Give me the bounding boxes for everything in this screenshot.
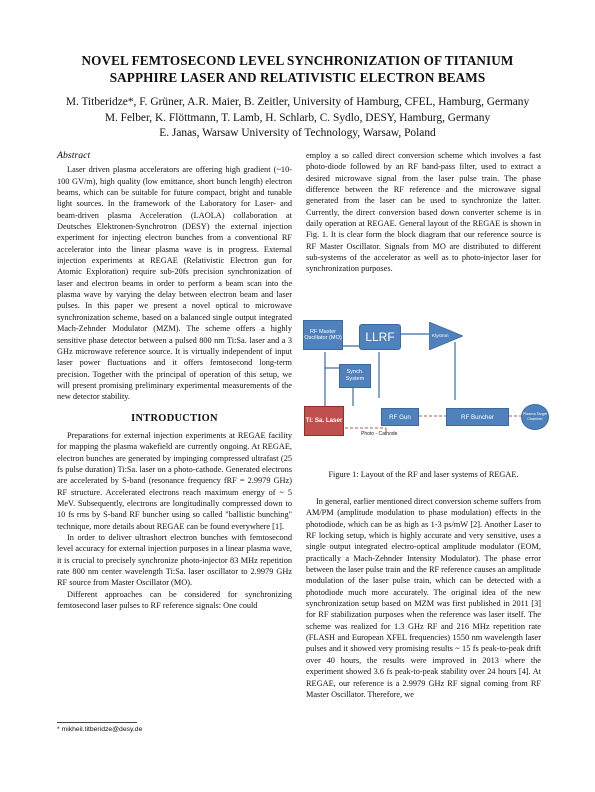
rf-gun-box — [381, 408, 419, 426]
intro-paragraph-3: Different approaches can be considered for synchronizing femtosecond laser pulses to RF reference signals: One could — [57, 589, 292, 611]
title-line-1: NOVEL FEMTOSECOND LEVEL SYNCHRONIZATION OF TITANIUM — [81, 53, 514, 68]
rf-buncher-box — [446, 408, 509, 426]
introduction-heading: INTRODUCTION — [131, 412, 218, 424]
mo-label: RF Master Oscillator (MO) — [304, 328, 342, 341]
plasma-label: Plasma Target Chamber — [522, 412, 548, 421]
figure-1-caption: Figure 1: Layout of the RF and laser systems of REGAE. — [328, 470, 519, 479]
left-column — [57, 150, 292, 611]
llrf-label: LLRF — [365, 330, 395, 344]
rf-buncher-label: RF Buncher — [460, 413, 494, 421]
ti-sa-laser-box — [304, 406, 344, 436]
photocathode-label: Photo - Cathode — [361, 431, 398, 437]
klystron-label: Klystron — [432, 332, 449, 338]
abstract-text: Laser driven plasma accelerators are offering high gradient (~10-100 GV/m), high quality (low emittance, short bunch length) electron beams, which can be suitable for future compact, bright and tunable light sources. In the framework of the Laboratory for Laser- and beam-driven plasma Acceleration (LAOLA) collaboration at Deutsches Elektronen-Synchrotron (DESY) the external injection experiment for injecting electron bunches from a conventional RF accelerator into the linear plasma wave is in progress. External injection experiments at REGAE (Relativistic Electron gun for Atomic Exploration) require sub-20fs precision synchronization of laser and electron beams in order to perform a beam scan into the plasma wave by varying the delay between electron beam and laser pulses. In this paper we present a novel optical to microwave synchronization scheme, based on a balanced single output integrated Mach-Zehnder Modulator (MZM). The scheme offers a highly sensitive phase detector between a pulsed 800 nm Ti:Sa. laser and a 3 GHz microwave reference source. It is virtually independent of input laser power fluctuations and it offers femtosecond long-term precision. Together with the principal of operation of this setup, we will present promising preliminary experimental measurements of the new detector stability. — [57, 165, 292, 402]
abstract-heading: Abstract — [57, 150, 91, 161]
plasma-target-chamber — [521, 404, 549, 430]
right-paragraph-2: In general, earlier mentioned direct conversion scheme suffers from AM/PM (amplitude modulation to phase modulation) effects in the photodiode, which can be as high as 1-3 ps/mW [2]. Another Laser to RF locking setup, which is highly accurate and very sensitive, uses a single output integrated electro-optical amplitude modulator (EOM, practically a Mach-Zehnder Intensity Modulator). The phase error between the laser pulse train and the RF reference causes an amplitude modulation of the laser pulse train, which can be detected with a photodiode much more accurately. The original idea of the new synchronization setup based on MZM was first published in 2011 [3] for RF stabilization purposes when the reference was laser itself. The scheme was realized for 1.3 GHz RF and 216 MHz repetition rate (FLASH and European XFEL frequencies) 1550 nm wavelength laser pulses and it showed very promising results ~ 15 fs peak-to-peak drift over 40 hours, the results were improved in 2013 where the experiment showed 3.6 fs peak-to-peak stability over 24 hours [4]. At REGAE, our reference is a 2.9979 GHz RF signal coming from RF Master Oscillator. Therefore, we — [306, 497, 541, 699]
footnote-rule — [57, 722, 137, 723]
title-line-2: SAPPHIRE LASER AND RELATIVISTIC ELECTRON BEAMS — [109, 70, 486, 85]
rf-master-oscillator-box — [303, 320, 343, 350]
right-paragraph-1: employ a so called direct conversion scheme which involves a fast photo-diode followed by an RF band-pass filter, used to extract a desired microwave signal from the laser pulse train. The phase difference between the RF reference and the microwave signal generated from the laser can be used to synchronize the latter. Currently, the direct conversion based down converter scheme is in daily operation at REGAE. General layout of the REGAE is shown in Fig. 1. It is clear form the block diagram that our reference source is RF Master Oscillator. Signals from MO are distributed to different sub-systems of the accelerator as well as to photo-injector laser for synchronization purposes. — [306, 151, 541, 274]
figure-1-diagram — [301, 318, 551, 462]
authors-line-3: E. Janas, Warsaw University of Technology, Warsaw, Poland — [159, 127, 436, 139]
authors-line-2: M. Felber, K. Flöttmann, T. Lamb, H. Schlarb, C. Sydlo, DESY, Hamburg, Germany — [104, 111, 491, 124]
figure-baseline — [303, 438, 549, 440]
synch-system-box — [339, 364, 371, 388]
intro-paragraph-2: In order to deliver ultrashort electron bunches with femtosecond level accuracy for external injection purposes in a linear plasma wave, it is crucial to precisely synchronize photo-injector 83 MHz repetition rate 800 nm center wavelength Ti:Sa. laser oscillator to 2.9979 GHz RF source from Master Oscillator (MO). — [57, 533, 292, 588]
authors-line-1: M. Titberidze*, F. Grüner, A.R. Maier, B. Zeitler, University of Hamburg, CFEL, Hamburg, Germany — [65, 96, 530, 108]
klystron-label-box — [429, 330, 463, 340]
rf-gun-label: RF Gun — [389, 413, 411, 421]
paper-title — [40, 52, 555, 86]
llrf-box — [359, 324, 401, 350]
laser-label: Ti: Sa. Laser — [305, 417, 343, 425]
synch-label: Synch. System — [345, 369, 365, 382]
author-block — [40, 95, 555, 142]
intro-paragraph-1: Preparations for external injection experiments at REGAE facility for mapping the plasma wakefield are currently ongoing. At REGAE, electron bunches are generated by impinging compressed ultrafast (25 fs pulse duration) Ti:Sa. laser on a photo-cathode. Generated electrons are accelerated by S-band (resonance frequency fRF = 2.9979 GHz) RF structure. Accelerated electrons reach maximum energy of ~ 5 MeV. Subsequently, electrons are longitudinally compressed down to 10 fs rms by S-band RF buncher using so called "ballistic bunching" technique, more details about REGAE can be found everywhere [1]. — [57, 430, 292, 531]
right-column-lower — [306, 496, 541, 700]
footnote-email: * mikheil.titberidze@desy.de — [57, 726, 143, 733]
right-column — [306, 150, 541, 275]
